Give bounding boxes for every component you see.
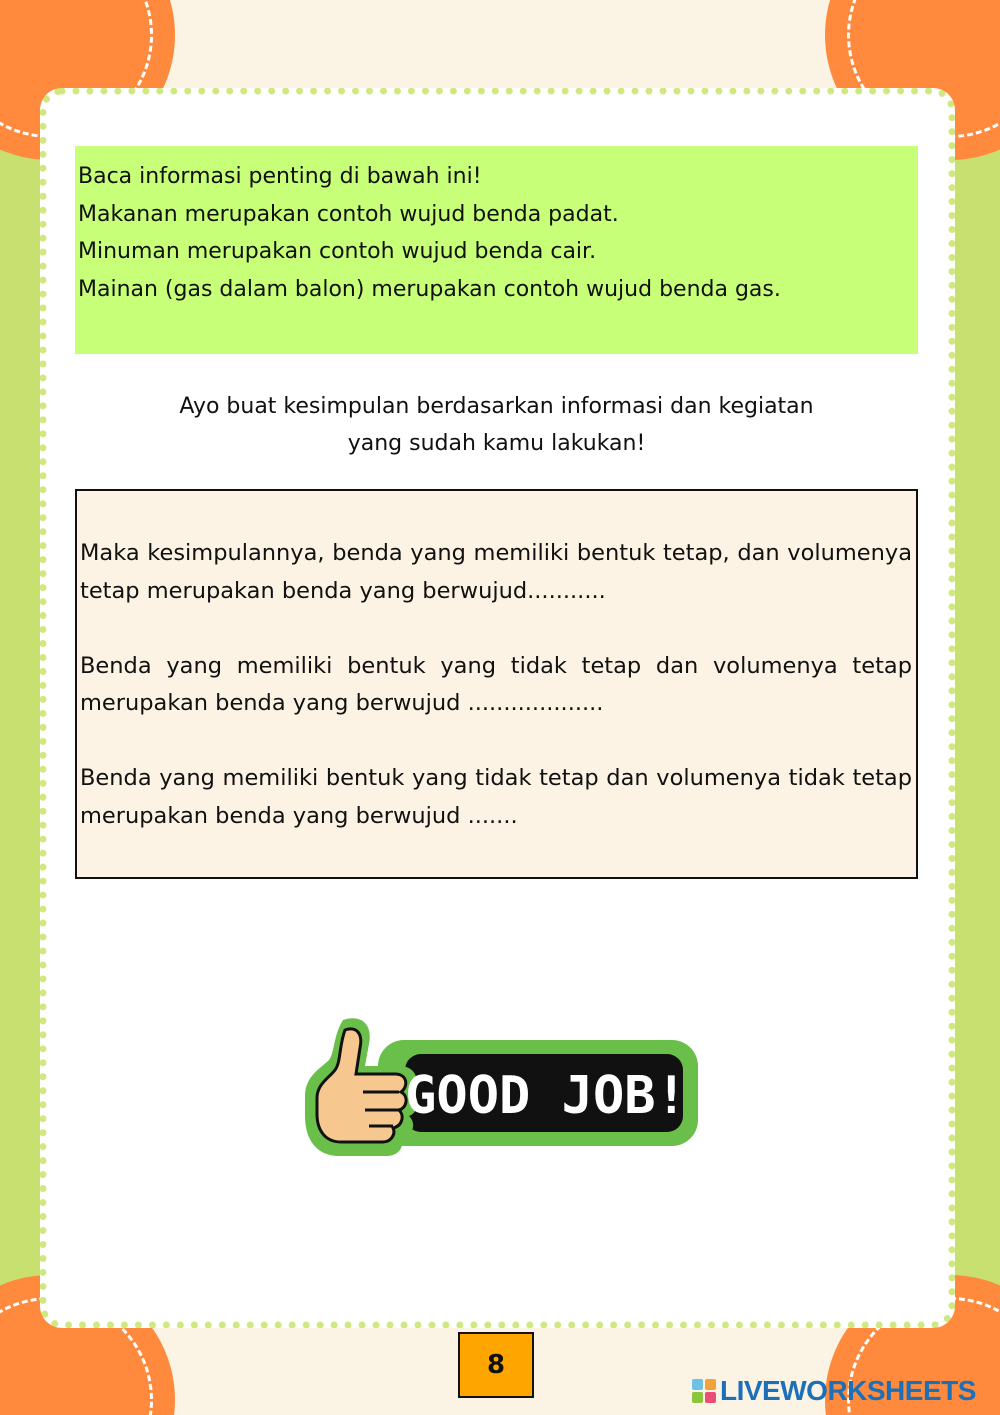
conclusion-gas: Benda yang memiliki bentuk yang tidak tetap dan volumenya tidak tetap merupakan benda yang berwujud .......: [80, 765, 912, 829]
watermark-text: LIVEWORKSHEETS: [720, 1375, 976, 1406]
page-number: [458, 1332, 534, 1398]
good-job-text: GOOD JOB!: [405, 1066, 687, 1126]
liveworksheets-watermark: [692, 1374, 976, 1408]
info-line: Makanan merupakan contoh wujud benda padat.: [78, 201, 619, 227]
conclusion-box: [75, 489, 918, 879]
liveworksheets-logo-icon: [692, 1379, 716, 1403]
info-box: [75, 146, 918, 354]
prompt-line-2: yang sudah kamu lakukan!: [347, 431, 646, 456]
thumbs-up-icon: [305, 1018, 418, 1156]
info-line: Mainan (gas dalam balon) merupakan contoh wujud benda gas.: [78, 276, 781, 302]
instruction-prompt: [75, 388, 918, 462]
conclusion-solid: Maka kesimpulannya, benda yang memiliki bentuk tetap, dan volumenya tetap merupakan benda yang berwujud...........: [80, 540, 912, 604]
good-job-sticker: [303, 1012, 703, 1162]
info-line: Baca informasi penting di bawah ini!: [78, 164, 482, 189]
page-number-text: 8: [486, 1350, 506, 1380]
conclusion-liquid: Benda yang memiliki bentuk yang tidak tetap dan volumenya tetap merupakan benda yang berwujud ...................: [80, 652, 912, 716]
info-line: Minuman merupakan contoh wujud benda cair.: [78, 239, 597, 264]
prompt-line-1: Ayo buat kesimpulan berdasarkan informasi dan kegiatan: [179, 394, 814, 419]
